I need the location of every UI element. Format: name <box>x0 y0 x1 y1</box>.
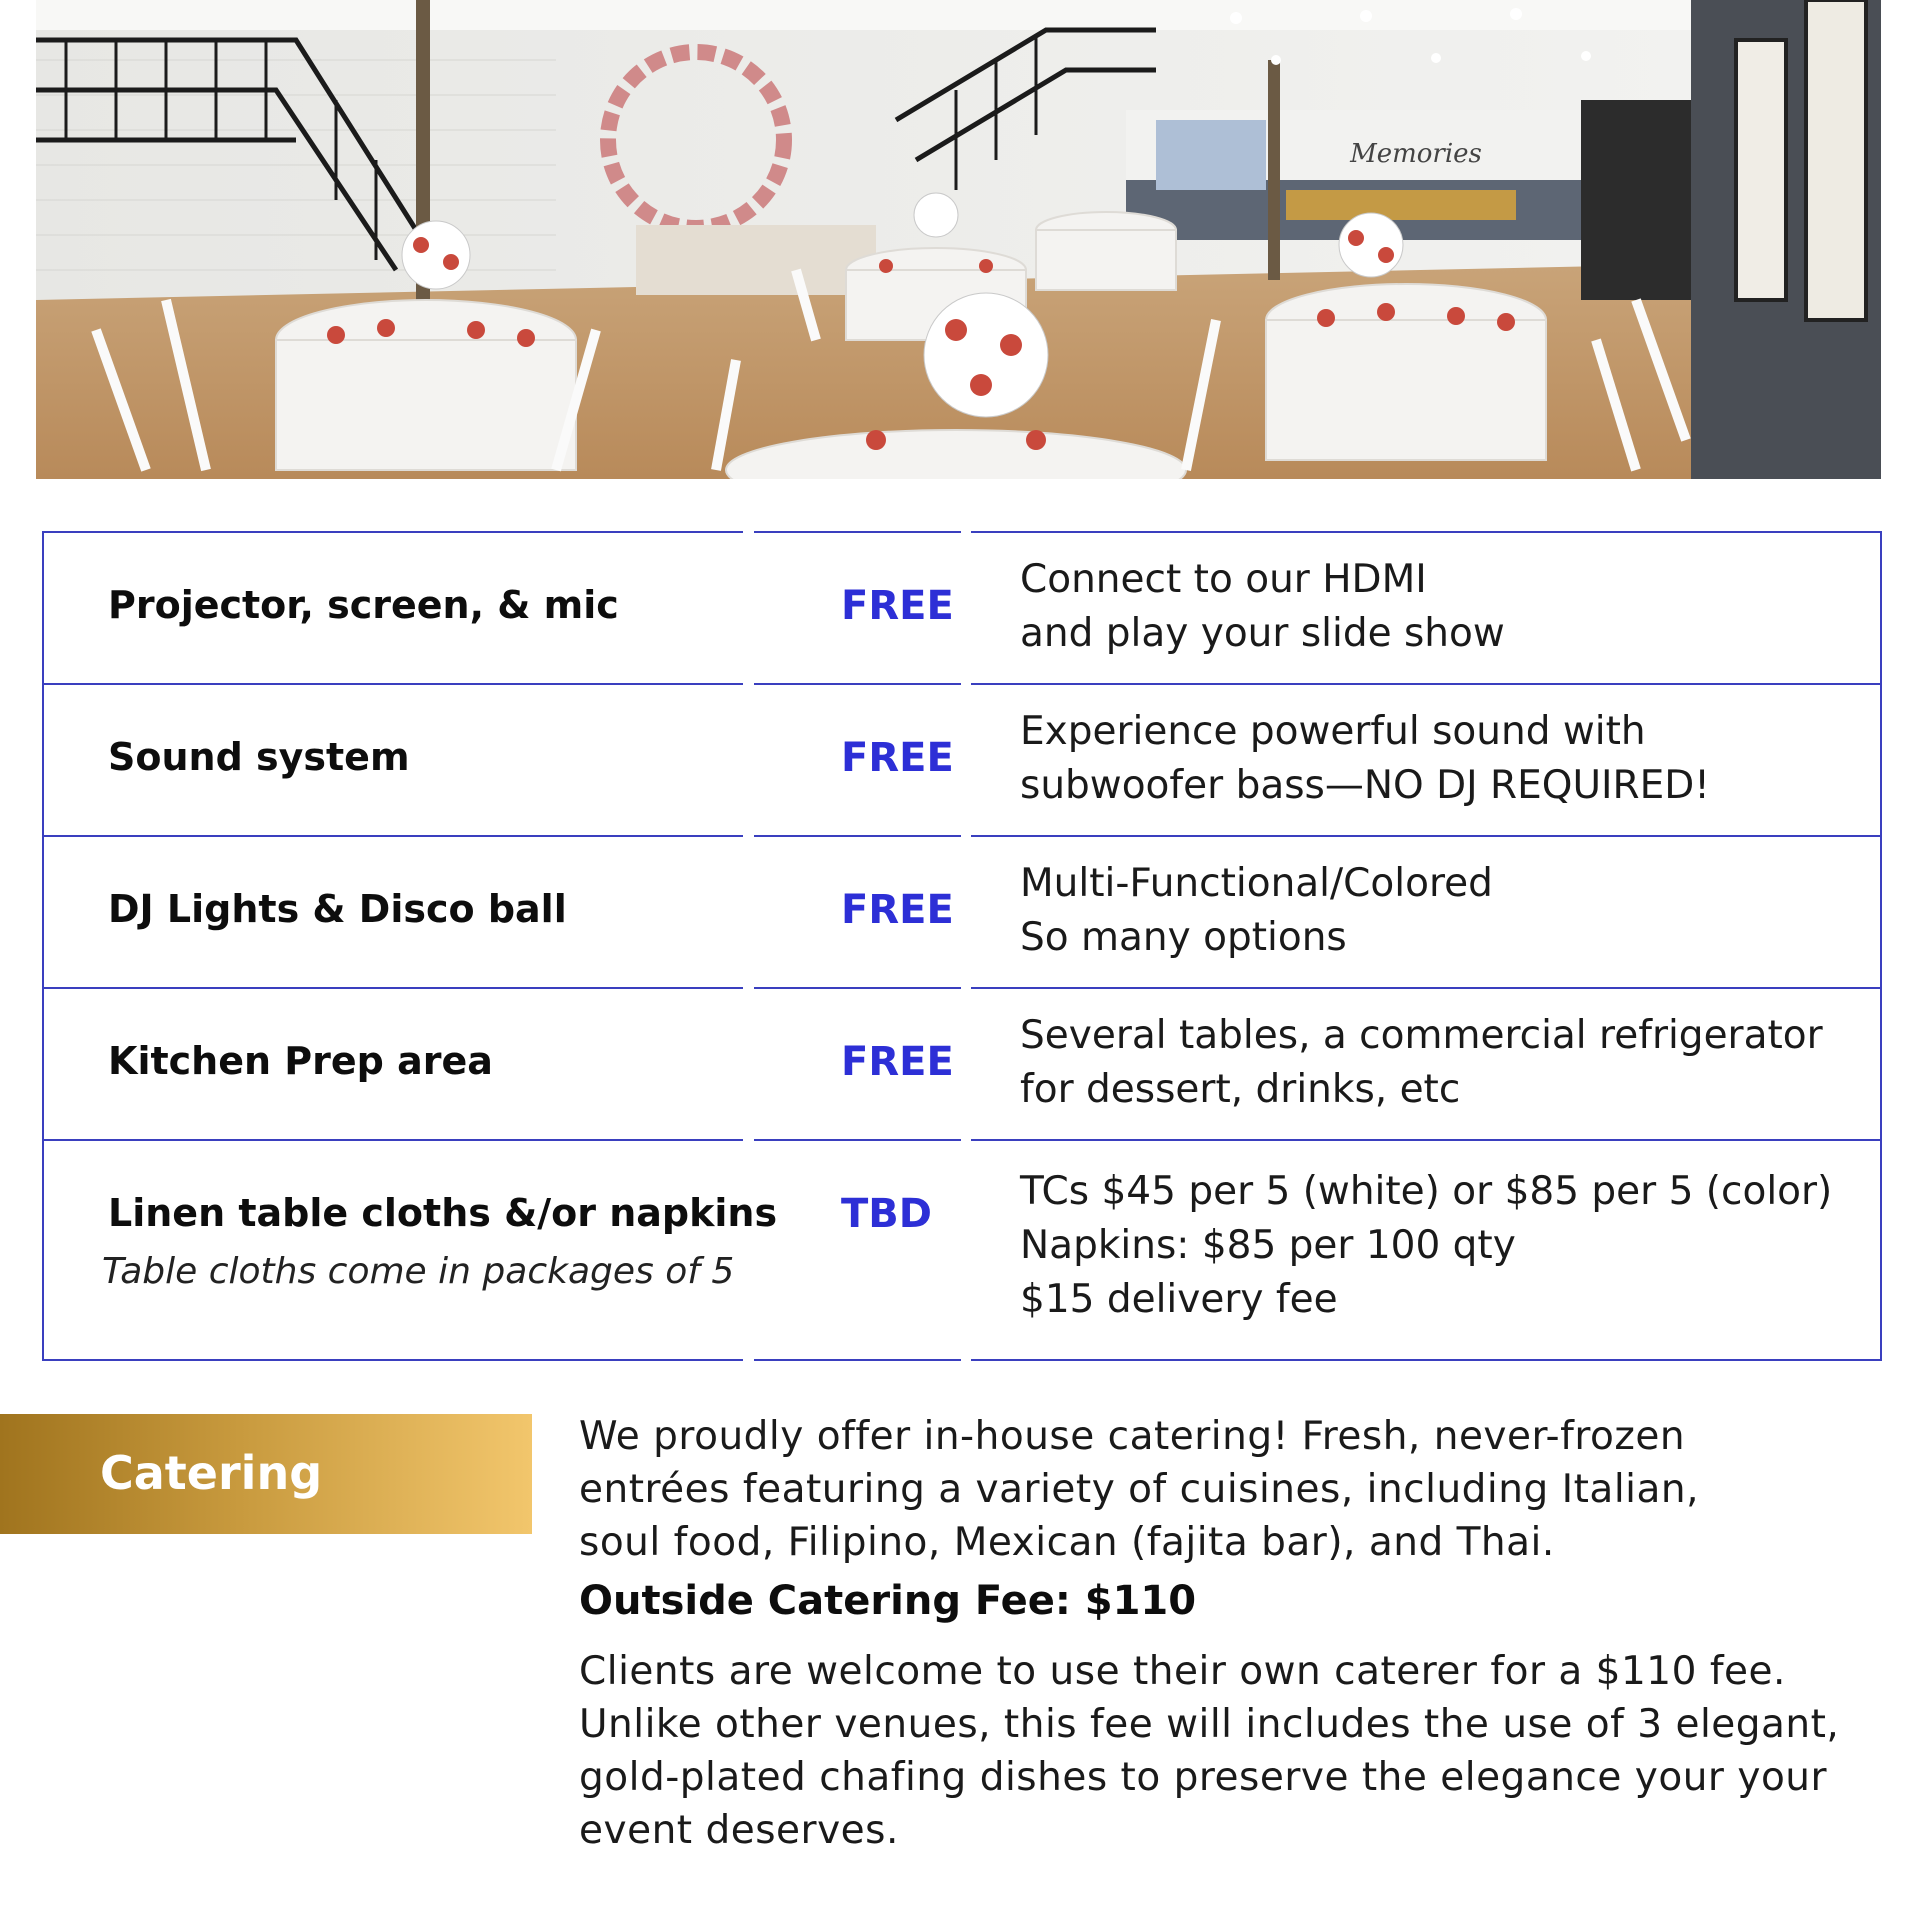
description-line: So many options <box>1020 915 1347 960</box>
amenity-description <box>1020 553 1505 661</box>
amenity-row <box>42 987 1882 1139</box>
amenity-row <box>42 835 1882 987</box>
amenity-item-cell <box>42 1139 778 1361</box>
description-line: Multi-Functional/Colored <box>1020 861 1493 906</box>
amenity-description-cell <box>971 1139 1882 1361</box>
catering-intro-line: entrées featuring a variety of cuisines, including Italian, <box>579 1467 1700 1512</box>
catering-intro <box>579 1410 1899 1569</box>
outside-catering-fee-heading: Outside Catering Fee: $110 <box>579 1578 1197 1624</box>
amenity-description <box>1020 1165 1832 1327</box>
amenity-price-cell <box>754 531 961 683</box>
amenity-description-cell <box>971 531 1882 683</box>
amenity-item: Projector, screen, & mic <box>108 583 619 627</box>
amenity-description <box>1020 857 1493 965</box>
amenity-price-cell <box>754 835 961 987</box>
amenity-price: FREE <box>841 1039 954 1085</box>
amenity-item: DJ Lights & Disco ball <box>108 887 567 931</box>
amenity-price: FREE <box>841 887 954 933</box>
amenity-description <box>1020 1009 1823 1117</box>
catering-label: Catering <box>100 1446 323 1500</box>
description-line: Connect to our HDMI <box>1020 557 1427 602</box>
amenity-description-cell <box>971 987 1882 1139</box>
amenity-note: Table cloths come in packages of 5 <box>102 1251 735 1292</box>
amenity-row <box>42 683 1882 835</box>
amenity-item: Kitchen Prep area <box>108 1039 493 1083</box>
outside-catering-fee-text <box>579 1645 1899 1857</box>
amenity-item-cell <box>42 531 743 683</box>
catering-fee-line: event deserves. <box>579 1808 899 1853</box>
catering-intro-line: soul food, Filipino, Mexican (fajita bar), and Thai. <box>579 1520 1555 1565</box>
description-line: Napkins: $85 per 100 qty <box>1020 1223 1516 1268</box>
amenity-item: Linen table cloths &/or napkins <box>108 1191 778 1235</box>
catering-intro-line: We proudly offer in-house catering! Fresh, never-frozen <box>579 1414 1686 1459</box>
catering-fee-line: Unlike other venues, this fee will includes the use of 3 elegant, <box>579 1702 1840 1747</box>
description-line: Several tables, a commercial refrigerator <box>1020 1013 1823 1058</box>
venue-photo <box>36 0 1881 479</box>
catering-fee-line: Clients are welcome to use their own caterer for a $110 fee. <box>579 1649 1786 1694</box>
amenity-item-cell <box>42 835 743 987</box>
description-line: Experience powerful sound with <box>1020 709 1646 754</box>
description-line: subwoofer bass—NO DJ REQUIRED! <box>1020 763 1710 808</box>
amenity-row <box>42 531 1882 683</box>
amenity-description <box>1020 705 1710 813</box>
amenity-price-cell <box>754 1139 961 1361</box>
amenity-description-cell <box>971 683 1882 835</box>
amenity-item-cell <box>42 987 743 1139</box>
memories-sign: Memories <box>1350 139 1482 169</box>
description-line: and play your slide show <box>1020 611 1505 656</box>
amenity-price: TBD <box>841 1191 932 1237</box>
amenity-row <box>42 1139 1882 1361</box>
amenity-item-cell <box>42 683 743 835</box>
amenity-price: FREE <box>841 735 954 781</box>
catering-label-band <box>0 1414 532 1534</box>
description-line: $15 delivery fee <box>1020 1277 1338 1322</box>
amenity-price: FREE <box>841 583 954 629</box>
amenity-description-cell <box>971 835 1882 987</box>
catering-fee-line: gold-plated chafing dishes to preserve the elegance your your <box>579 1755 1828 1800</box>
amenity-price-cell <box>754 683 961 835</box>
amenity-item: Sound system <box>108 735 410 779</box>
description-line: for dessert, drinks, etc <box>1020 1067 1461 1112</box>
amenity-price-cell <box>754 987 961 1139</box>
description-line: TCs $45 per 5 (white) or $85 per 5 (color) <box>1020 1169 1833 1214</box>
